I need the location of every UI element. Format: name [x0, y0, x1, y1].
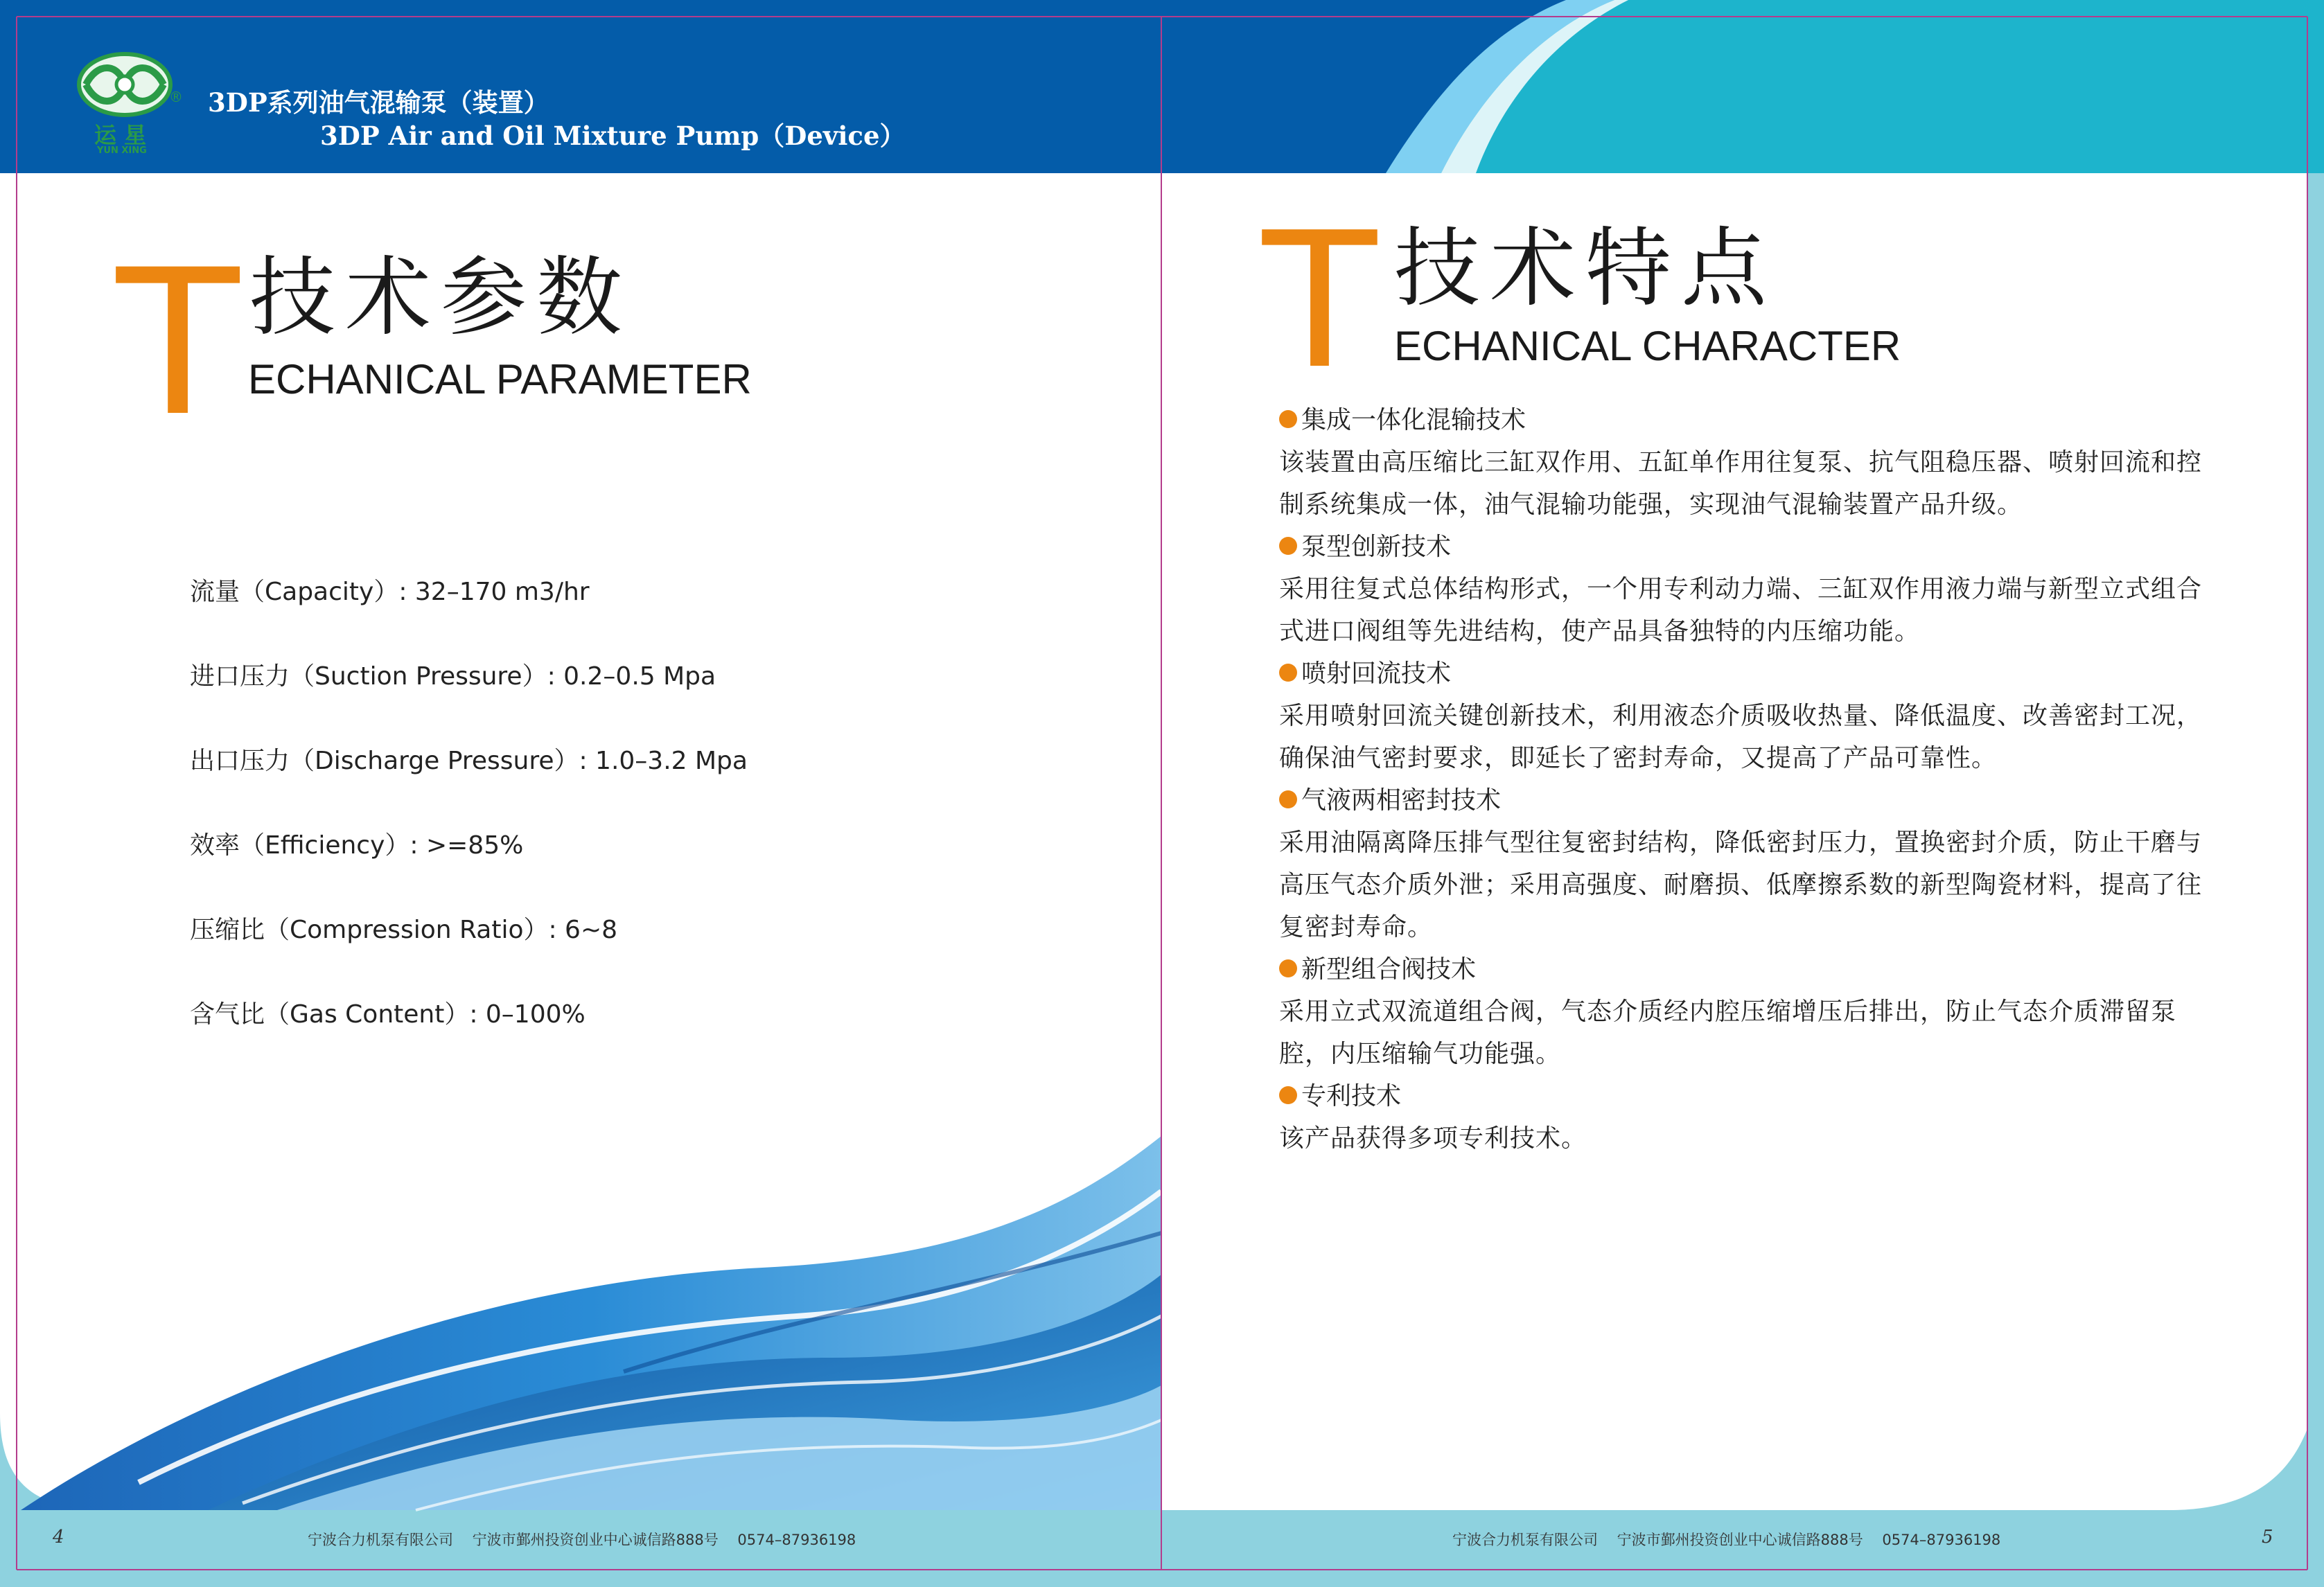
feature-heading — [1279, 781, 2249, 823]
feature-line: 采用油隔离降压排气型往复密封结构，降低密封压力，置换密封介质，防止干磨与 — [1279, 828, 2203, 857]
left-title-cn: 技术参数 — [249, 248, 633, 348]
bullet-dot-icon — [1279, 537, 1297, 555]
logo-registered-mark: ® — [169, 89, 183, 105]
header-title-cn: 3DP系列油气混输泵（装置） — [208, 87, 549, 118]
feature-line: 采用往复式总体结构形式，一个用专利动力端、三缸双作用液力端与新型立式组合 — [1279, 575, 2203, 603]
left-footer-text: 宁波合力机泵有限公司 宁波市鄞州投资创业中心诚信路888号 0574–87936198 — [308, 1532, 856, 1548]
feature-heading — [1279, 527, 2249, 569]
bullet-dot-icon — [1279, 410, 1297, 428]
param-compression-ratio: 压缩比（Compression Ratio）: 6~8 — [190, 916, 618, 944]
feature-line: 复密封寿命。 — [1279, 913, 1434, 941]
feature-heading — [1279, 950, 2249, 992]
logo-subtext: YUN XING — [97, 145, 147, 156]
left-page-number: 4 — [53, 1527, 64, 1548]
feature-line: 腔，内压缩输气功能强。 — [1279, 1040, 1562, 1068]
feature-heading-text: 气液两相密封技术 — [1301, 786, 1502, 815]
feature-line: 采用立式双流道组合阀，气态介质经内腔压缩增压后排出，防止气态介质滞留泵 — [1279, 998, 2177, 1026]
feature-line: 该装置由高压缩比三缸双作用、五缸单作用往复泵、抗气阻稳压器、喷射回流和控 — [1279, 448, 2203, 477]
feature-line: 采用喷射回流关键创新技术，利用液态介质吸收热量、降低温度、改善密封工况， — [1279, 702, 2203, 730]
feature-heading-text: 喷射回流技术 — [1301, 659, 1452, 688]
feature-heading — [1279, 1076, 2249, 1119]
param-suction-pressure: 进口压力（Suction Pressure）: 0.2–0.5 Mpa — [190, 662, 716, 691]
feature-heading — [1279, 400, 2249, 443]
feature-line: 该产品获得多项专利技术。 — [1279, 1124, 1587, 1153]
left-big-letter: T — [116, 227, 240, 461]
param-efficiency: 效率（Efficiency）: >=85% — [190, 831, 524, 860]
logo-text: 运 星 — [94, 122, 147, 148]
footer-corner-right — [2169, 1316, 2324, 1510]
logo-mark-icon — [76, 48, 173, 125]
right-page-number: 5 — [2262, 1527, 2273, 1548]
features-list — [1279, 400, 2249, 1161]
feature-heading-text: 集成一体化混输技术 — [1301, 406, 1526, 434]
param-discharge-pressure: 出口压力（Discharge Pressure）: 1.0–3.2 Mpa — [190, 747, 748, 775]
param-capacity: 流量（Capacity）: 32–170 m3/hr — [190, 578, 590, 606]
param-gas-content: 含气比（Gas Content）: 0–100% — [190, 1000, 586, 1029]
header-title-en: 3DP Air and Oil Mixture Pump（Device） — [320, 121, 906, 151]
bullet-dot-icon — [1279, 664, 1297, 682]
feature-line: 式进口阀组等先进结构，使产品具备独特的内压缩功能。 — [1279, 617, 1921, 646]
bullet-dot-icon — [1279, 959, 1297, 977]
feature-heading-text: 泵型创新技术 — [1301, 533, 1452, 561]
right-footer-text: 宁波合力机泵有限公司 宁波市鄞州投资创业中心诚信路888号 0574–87936198 — [1452, 1532, 2001, 1548]
feature-line: 高压气态介质外泄；采用高强度、耐磨损、低摩擦系数的新型陶瓷材料，提高了往 — [1279, 871, 2203, 899]
right-edge-band — [2307, 173, 2324, 1510]
company-logo — [76, 48, 183, 159]
feature-heading-text: 新型组合阀技术 — [1301, 955, 1477, 984]
feature-heading — [1279, 654, 2249, 696]
right-title-en: ECHANICAL CHARACTER — [1394, 323, 1901, 369]
bullet-dot-icon — [1279, 790, 1297, 808]
right-title-cn: 技术特点 — [1394, 219, 1777, 319]
bullet-dot-icon — [1279, 1086, 1297, 1104]
feature-line: 确保油气密封要求，即延长了密封寿命，又提高了产品可靠性。 — [1279, 744, 1998, 772]
feature-line: 制系统集成一体，油气混输功能强，实现油气混输装置产品升级。 — [1279, 490, 2023, 519]
right-big-letter: T — [1262, 192, 1377, 410]
feature-heading-text: 专利技术 — [1301, 1082, 1402, 1110]
left-title-en: ECHANICAL PARAMETER — [248, 356, 752, 402]
